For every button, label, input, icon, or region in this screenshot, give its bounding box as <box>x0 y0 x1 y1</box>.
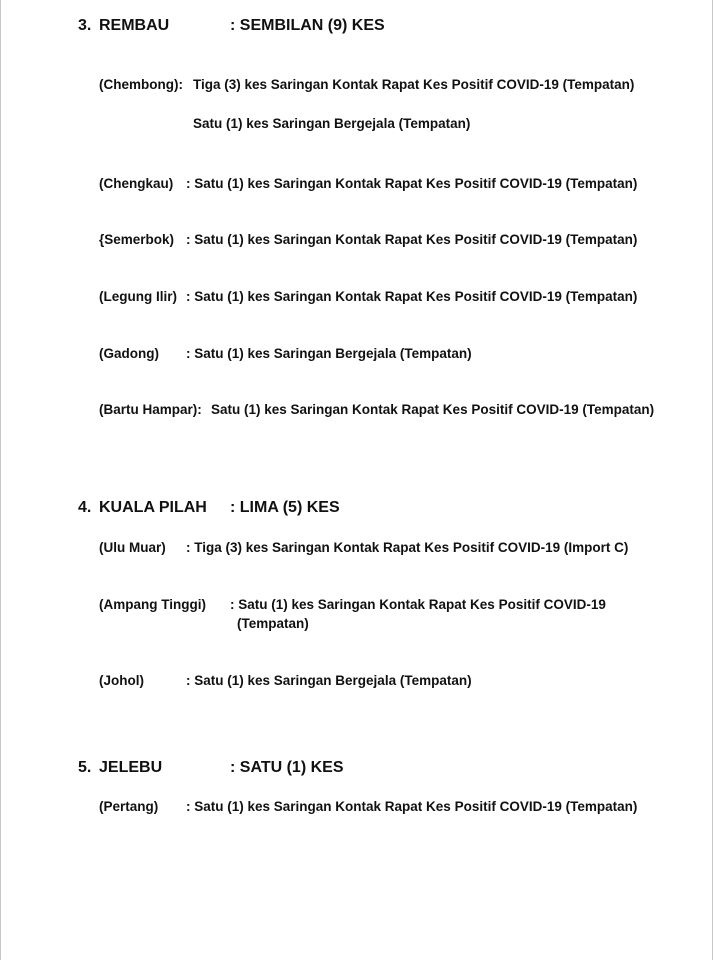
entry-detail: Satu (1) kes Saringan Bergejala (Tempatan) <box>193 116 471 131</box>
entry-detail: : Satu (1) kes Saringan Bergejala (Tempatan) <box>186 346 472 361</box>
entry-detail: : Satu (1) kes Saringan Kontak Rapat Kes Positif COVID-19 (Tempatan) <box>186 232 638 247</box>
entry-detail: : Satu (1) kes Saringan Kontak Rapat Kes Positif COVID-19 (Tempatan) <box>186 799 638 814</box>
section-number: 5. <box>78 759 92 776</box>
section-number: 3. <box>78 17 92 34</box>
district-total: : SATU (1) KES <box>230 759 344 776</box>
entry-place: (Bartu Hampar): <box>99 402 202 417</box>
entry-detail: : Tiga (3) kes Saringan Kontak Rapat Kes Positif COVID-19 (Import C) <box>186 540 629 555</box>
entry-detail: : Satu (1) kes Saringan Bergejala (Tempatan) <box>186 673 472 688</box>
entry-place: {Semerbok) <box>99 232 175 247</box>
district-total: : LIMA (5) KES <box>230 499 340 516</box>
entry-place: (Ampang Tinggi) <box>99 597 206 612</box>
entry-place: (Gadong) <box>99 346 159 361</box>
district-total: : SEMBILAN (9) KES <box>230 17 385 34</box>
entry-detail: Tiga (3) kes Saringan Kontak Rapat Kes Positif COVID-19 (Tempatan) <box>193 77 635 92</box>
section-number: 4. <box>78 499 92 516</box>
entry-detail: : Satu (1) kes Saringan Kontak Rapat Kes Positif COVID-19 (Tempatan) <box>186 289 638 304</box>
entry-place: (Pertang) <box>99 799 159 814</box>
district-name: REMBAU <box>99 17 170 34</box>
district-name: JELEBU <box>99 759 163 776</box>
entry-detail: Satu (1) kes Saringan Kontak Rapat Kes Positif COVID-19 (Tempatan) <box>211 402 655 417</box>
entry-place: (Chengkau) <box>99 176 174 191</box>
entry-detail-continued: (Tempatan) <box>237 616 309 631</box>
entry-place: (Johol) <box>99 673 144 688</box>
entry-place: (Chembong): <box>99 77 183 92</box>
entry-place: (Ulu Muar) <box>99 540 166 555</box>
district-name: KUALA PILAH <box>99 499 207 516</box>
entry-detail: : Satu (1) kes Saringan Kontak Rapat Kes Positif COVID-19 (Tempatan) <box>186 176 638 191</box>
entry-place: (Legung Ilir) <box>99 289 177 304</box>
entry-detail: : Satu (1) kes Saringan Kontak Rapat Kes Positif COVID-19 <box>230 597 606 612</box>
